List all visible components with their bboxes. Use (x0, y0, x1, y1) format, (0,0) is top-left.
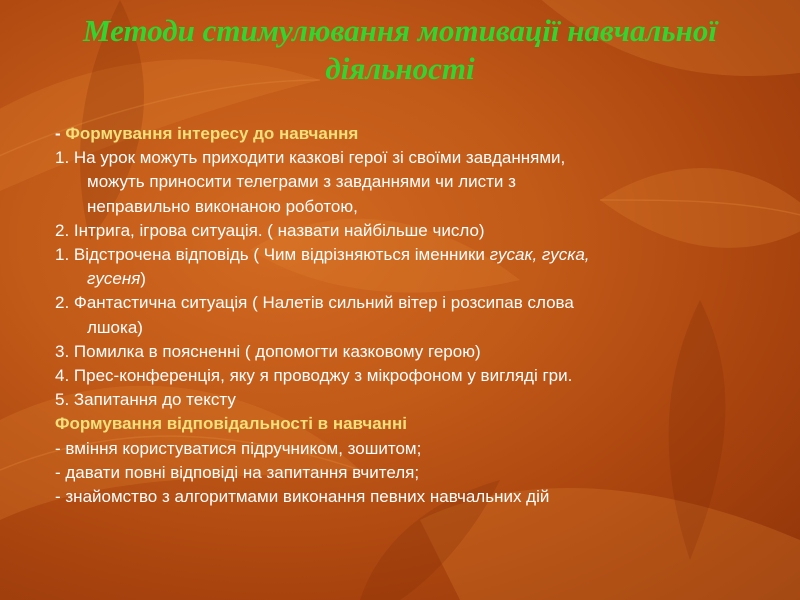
italic-words: гусак, гуска, (489, 245, 590, 265)
list-item: 3. Помилка в поясненні ( допомогти казковому герою) (55, 341, 481, 361)
list-item: 2. Фантастична ситуація ( Налетів сильний вітер і розсипав слова (55, 293, 574, 313)
list-item: 4. Прес-конференція, яку я проводжу з мікрофоном у вигляді гри. (55, 366, 573, 386)
list-item-continuation (55, 267, 785, 291)
list-item: - вміння користуватися підручником, зошитом; (55, 438, 422, 458)
list-item-continuation: лшока) (87, 317, 143, 337)
list-item-continuation: можуть приносити телеграми з завданнями чи листи з (87, 172, 516, 192)
item-text: 1. Відстрочена відповідь ( Чим відрізняються іменники (55, 245, 490, 265)
list-dash: - (55, 124, 66, 143)
section-heading-responsibility: Формування відповідальності в навчанні (55, 414, 407, 434)
list-item: 2. Інтрига, ігрова ситуація. ( назвати найбільше число) (55, 220, 485, 240)
section-heading-interest (55, 122, 785, 146)
list-item: - давати повні відповіді на запитання вчителя; (55, 462, 420, 482)
slide-title: Методи стимулювання мотивації навчальної діяльності (83, 13, 717, 86)
list-item: 5. Запитання до тексту (55, 390, 236, 410)
slide-content (55, 122, 785, 509)
heading-text: Формування інтересу до навчання (65, 124, 359, 143)
italic-word: гусеня (87, 269, 141, 289)
list-item: 1. На урок можуть приходити казкові герої зі своїми завданнями, (55, 148, 566, 168)
list-item: - знайомство з алгоритмами виконання певних навчальних дій (55, 487, 550, 507)
list-item (55, 243, 785, 267)
list-item-continuation: неправильно виконаною роботою, (87, 196, 358, 216)
item-text: ) (140, 269, 146, 289)
